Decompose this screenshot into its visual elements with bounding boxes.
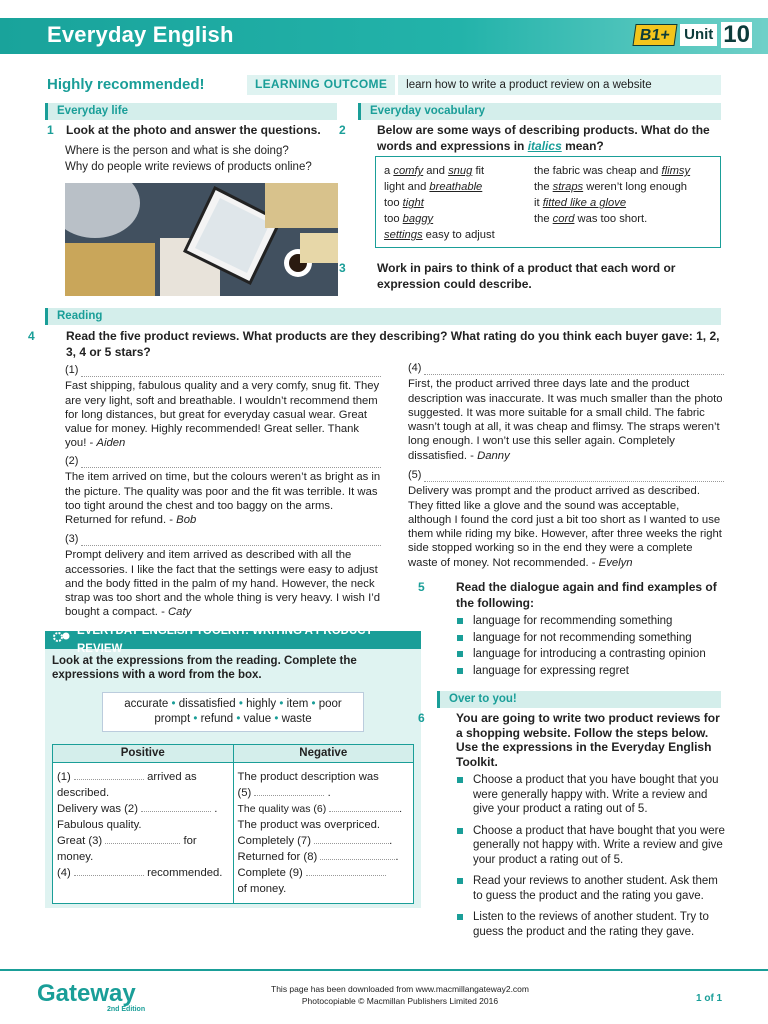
footer-download-line: This page has been downloaded from www.macmillangateway2.com [271, 984, 529, 994]
review-number: (5) [408, 468, 724, 482]
review-4 [408, 361, 724, 463]
page-number: 1 of 1 [696, 993, 723, 1004]
vocab-item: too baggy [384, 213, 434, 225]
question-6 [418, 711, 727, 769]
vocabulary-left-column [384, 163, 520, 241]
question-1 [47, 123, 347, 139]
toolkit-panel [45, 625, 421, 908]
logo-text: Gateway [37, 980, 136, 1007]
question-italic-word: italics [527, 138, 562, 153]
logo-edition: 2nd Edition [107, 1006, 146, 1014]
review-text: Fast shipping, fabulous quality and a very comfy, snug fit. They are very light, soft and breathable. I wouldn’t recommend them for long distances, but great for everyday casual wear. Great value for money. Highly recommended! Great seller. Thank you! - Aiden [65, 380, 380, 450]
word-row: prompt • refund • value • waste [154, 713, 312, 725]
review-number: (2) [65, 454, 381, 468]
question-number: 2 [339, 123, 346, 137]
question-2 [339, 123, 728, 154]
question-4 [28, 329, 727, 360]
everyday-life-bar: Everyday life [45, 103, 337, 120]
photo-illustration [65, 183, 338, 296]
review-author: Danny [477, 449, 510, 462]
review-number: (4) [408, 361, 724, 375]
vocab-item: the straps weren’t long enough [534, 181, 688, 193]
positive-cell: (1) arrived as described. Delivery was (2) . Fabulous quality. Great (3) for money. (4) recommended. [53, 763, 234, 904]
list-item: Read your reviews to another student. Ask them to guess the product and the rating you gave. [455, 874, 727, 903]
review-text: Delivery was prompt and the product arrived as described. They fitted like a glove and the sound was acceptable, although I found the cord just a bit too short as I wanted to use them while riding my bike. However, after three weeks the right side stopped working so in the end they were a complete waste of money. Not recommended. - Evelyn [408, 485, 722, 569]
question-text: Below are some ways of describing products. What do the words and expressions in [377, 123, 710, 153]
vocab-item: too tight [384, 197, 424, 209]
toolkit-instructions: Look at the expressions from the reading. Complete the expressions with a word from the box. [52, 655, 357, 681]
unit-badge [634, 22, 752, 48]
review-text: First, the product arrived three days late and the product description was inaccurate. It was much smaller than the photo suggested. It was more suitable for a small child. The fabric wasn’t tough at all, it was cheap and flimsy. The straps weren’t long enough. I won’t use this seller again. Completely dissatisfied. - Danny [408, 378, 723, 462]
question-1-lines [65, 144, 355, 175]
review-2 [65, 454, 381, 527]
question-text: Read the dialogue again and find examples of the following: [456, 580, 717, 610]
vocab-item: the cord was too short. [534, 213, 648, 225]
question-number: 3 [339, 261, 346, 275]
question-text-end: mean? [561, 138, 604, 153]
question-text: Look at the photo and answer the questions. [66, 123, 321, 137]
page-title: Highly recommended! [47, 76, 205, 93]
header-bar [0, 18, 768, 54]
question-text: Work in pairs to think of a product that each word or expression could describe. [377, 261, 676, 291]
word-row: accurate • dissatisfied • highly • item • poor [124, 698, 342, 710]
review-5 [408, 468, 724, 570]
review-author: Bob [176, 514, 197, 527]
question-line: Why do people write reviews of products online? [65, 160, 312, 173]
review-text: Prompt delivery and item arrived as described with all the accessories. I like the fact that the settings were easy to adjust and the body fitted in the palm of my hand. However, the neck strap was too short and the whole thing is very heavy. I wish I’d bought a compact. - Caty [65, 549, 381, 619]
question-5 [418, 580, 727, 611]
vocab-item: a comfy and snug fit [384, 165, 485, 177]
footer-divider [0, 969, 768, 971]
toolkit-header [45, 625, 421, 655]
question-number: 1 [47, 123, 54, 137]
review-author: Aiden [96, 437, 126, 450]
vocab-item: settings easy to adjust [384, 229, 495, 241]
expressions-table [52, 744, 414, 904]
vocabulary-right-column [534, 163, 712, 241]
vocab-item: the fabric was cheap and flimsy [534, 165, 691, 177]
toolkit-body [45, 649, 421, 908]
word-box [102, 692, 364, 732]
q6-list [455, 773, 727, 941]
gateway-logo [37, 978, 145, 1014]
review-1 [65, 363, 381, 451]
review-number: (3) [65, 532, 381, 546]
vocabulary-box [375, 156, 721, 248]
q5-list [455, 614, 735, 680]
unit-label: Unit [680, 24, 717, 46]
review-3 [65, 532, 381, 620]
vocab-item: it fitted like a glove [534, 197, 627, 209]
learning-outcome-text: learn how to write a product review on a website [395, 75, 659, 95]
list-item: Choose a product that you have bought that you were generally happy with. Write a review and give your product a rating out of 5. [455, 773, 727, 817]
review-text: The item arrived on time, but the colours weren’t as bright as in the picture. The quality was poor and the fit was terrible. It was too tight around the chest and too baggy on the arms. Returned for refund. - Bob [65, 471, 381, 527]
question-number: 4 [28, 329, 35, 343]
review-author: Evelyn [598, 556, 633, 569]
list-item: Choose a product that have bought that you were generally not happy with. Write a review and give your product a rating out of 5. [455, 824, 727, 868]
reading-bar: Reading [45, 308, 721, 325]
question-number: 5 [418, 580, 425, 594]
negative-cell: The product description was (5) . The quality was (6) . The product was overpriced. Completely (7) . Returned for (8) . Complete (9) of money. [233, 763, 414, 904]
over-to-you-bar: Over to you! [437, 691, 721, 708]
toolkit-title: EVERYDAY ENGLISH TOOLKIT: WRITING A PRODUCT REVIEW [77, 625, 373, 655]
question-text: You are going to write two product reviews for a shopping website. Follow the steps below. Use the expressions in the Everyday English Toolkit. [456, 711, 720, 769]
learning-outcome [247, 75, 721, 95]
list-item: language for not recommending something [455, 631, 735, 646]
product-photo [65, 183, 338, 296]
review-author: Caty [168, 606, 192, 619]
list-item: language for recommending something [455, 614, 735, 629]
review-number: (1) [65, 363, 381, 377]
header-title: Everyday English [47, 22, 234, 47]
list-item: Listen to the reviews of another student. Try to guess the product and the rating they gave. [455, 910, 727, 939]
unit-number: 10 [723, 21, 750, 48]
list-item: language for expressing regret [455, 664, 735, 679]
learning-outcome-label: LEARNING OUTCOME [255, 77, 388, 92]
gear-icon [53, 631, 71, 649]
everyday-vocabulary-bar: Everyday vocabulary [358, 103, 721, 120]
positive-header: Positive [53, 745, 234, 763]
footer-copyright-line: Photocopiable © Macmillan Publishers Limited 2016 [301, 996, 499, 1006]
question-line: Where is the person and what is she doing? [65, 145, 289, 157]
list-item: language for introducing a contrasting opinion [455, 647, 735, 662]
vocab-item: light and breathable [384, 181, 483, 193]
question-number: 6 [418, 711, 425, 725]
footer-credits [200, 983, 600, 1007]
negative-header: Negative [233, 745, 414, 763]
level-badge: B1+ [633, 24, 678, 46]
question-3 [339, 261, 728, 292]
question-text: Read the five product reviews. What products are they describing? What rating do you think each buyer gave: 1, 2, 3, 4 or 5 stars? [66, 329, 720, 359]
